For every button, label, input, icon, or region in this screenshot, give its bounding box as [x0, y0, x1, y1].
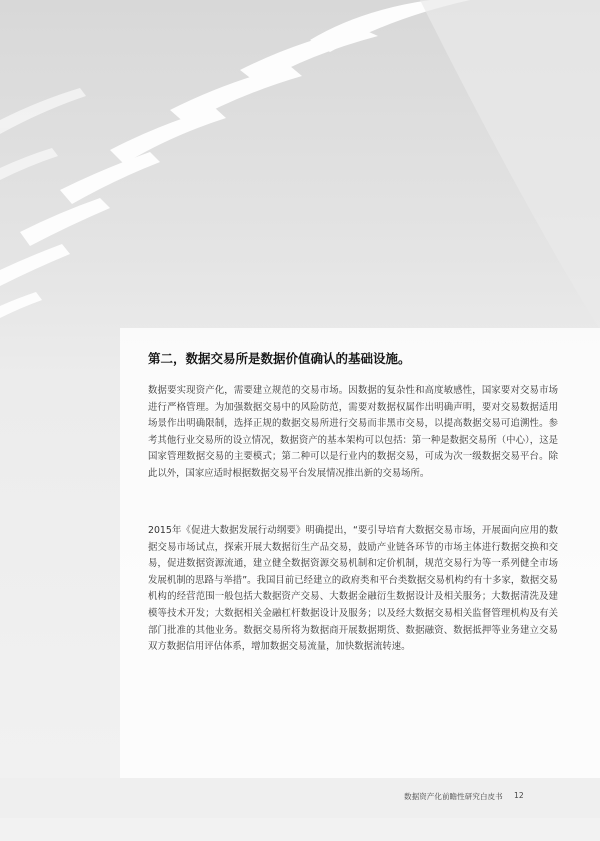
body-paragraph: 数据要实现资产化，需要建立规范的交易市场。因数据的复杂性和高度敏感性，国家要对交易市场进行严格管理。为加强数据交易中的风险防范，需要对数据权属作出明确声明，要对交易数据适用场景作出明确限制，选择正规的数据交易所进行交易而非黑市交易，以提高数据交易可追溯性。参考其他行业交易所的设立情况，数据资产的基本架构可以包括：第一种是数据交易所（中心），这是国家管理数据交易的主要模式；第二种可以是行业内的数据交易，可成为次一级数据交易平台。除此以外，国家应适时根据数据交易平台发展情况推出新的交易场所。 — [148, 385, 558, 479]
page-number: 12 — [514, 791, 524, 800]
footer-bar — [0, 778, 600, 818]
section-heading: 第二，数据交易所是数据价值确认的基础设施。 — [148, 351, 411, 366]
footer-document-title: 数据资产化前瞻性研究白皮书 — [404, 792, 503, 801]
body-paragraph: 2015年《促进大数据发展行动纲要》明确提出，“要引导培育大数据交易市场，开展面向应用的数据交易市场试点，探索开展大数据衍生产品交易，鼓励产业链各环节的市场主体进行数据交换和交易，促进数据资源流通，建立健全数据资源交易机制和定价机制，规范交易行为等一系列健全市场发展机制的思路与举措”。我国目前已经建立的政府类和平台类数据交易机构约有十多家，数据交易机构的经营范围一般包括大数据资产交易、大数据金融衍生数据设计及相关服务；大数据清洗及建模等技术开发；大数据相关金融杠杆数据设计及服务；以及经大数据交易相关监督管理机构及有关部门批准的其他业务。数据交易所将为数据商开展数据期货、数据融资、数据抵押等业务建立交易双方数据信用评估体系，增加数据交易流量，加快数据流转速。 — [148, 525, 558, 653]
